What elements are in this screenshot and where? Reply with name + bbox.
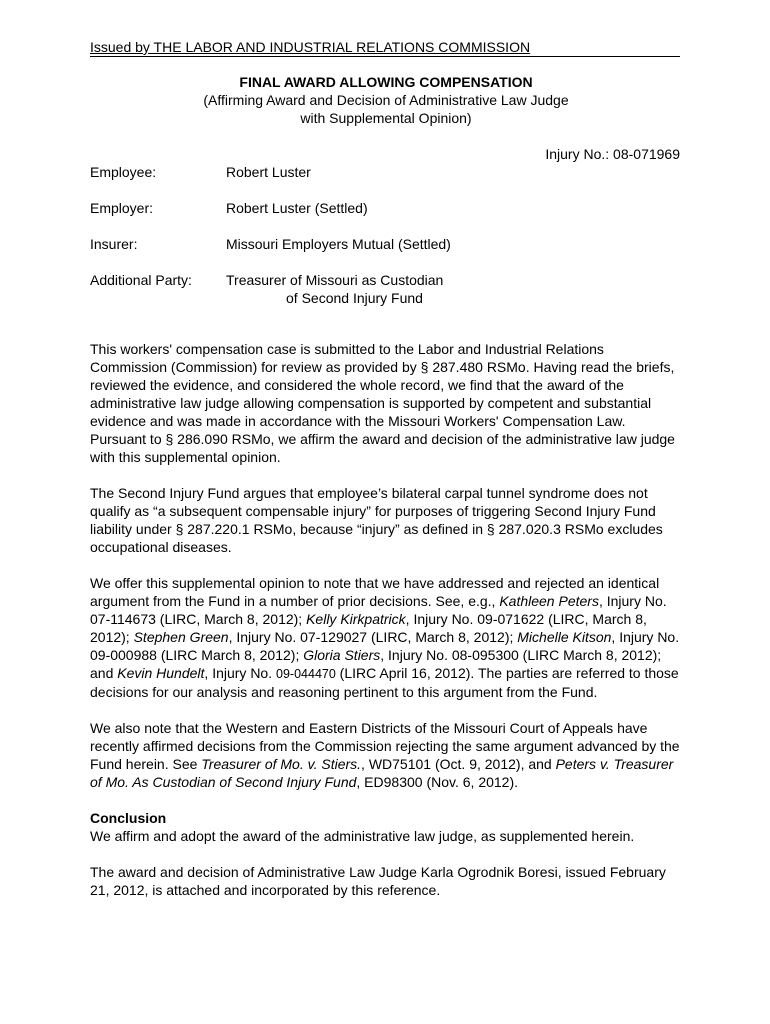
- conclusion-heading: Conclusion: [90, 810, 167, 826]
- text-run: , Injury No. 08-095300 (LIRC March 8, 2012); and: [90, 647, 662, 681]
- issued-by-header: [90, 38, 680, 57]
- text-run: , Injury No. 07-129027 (LIRC, March 8, 2012);: [228, 629, 518, 645]
- paragraph-fund-argument: The Second Injury Fund argues that employee’s bilateral carpal tunnel syndrome does not qualify as “a subsequent compensable injury” for purposes of triggering Second Injury Fund liability under § 287.220.1 RSMo, because “injury” as defined in § 287.020.3 RSMo excludes occupational diseases.: [90, 485, 663, 555]
- party-value: Missouri Employers Mutual (Settled): [226, 236, 451, 252]
- award-title: FINAL AWARD ALLOWING COMPENSATION: [239, 74, 533, 90]
- party-label: Employee:: [90, 164, 157, 180]
- party-label: Additional Party:: [90, 272, 192, 288]
- award-title-block: [90, 73, 682, 127]
- conclusion-text: We affirm and adopt the award of the administrative law judge, as supplemented herein.: [90, 828, 635, 844]
- case-citation: Treasurer of Mo. v. Stiers.: [201, 756, 362, 772]
- text-run: , ED98300 (Nov. 6, 2012).: [356, 774, 519, 790]
- text-run: , Injury No. 09-000988 (LIRC March 8, 2012);: [90, 629, 680, 663]
- party-row-insurer: [90, 235, 682, 253]
- party-row-employer: [90, 199, 682, 217]
- party-label: Employer:: [90, 200, 154, 216]
- award-subtitle-line2: with Supplemental Opinion): [300, 110, 472, 126]
- case-citation: Gloria Stiers: [303, 647, 381, 663]
- parties-list: [90, 163, 682, 307]
- party-value: Robert Luster: [226, 164, 311, 180]
- party-row-employee: [90, 163, 682, 181]
- text-run: (LIRC April 16, 2012). The parties are referred to those decisions for our analysis and reasoning pertinent to this argument from the Fund.: [90, 665, 679, 700]
- party-value: Robert Luster (Settled): [226, 200, 368, 216]
- case-citation: Peters v. Treasurer of Mo. As Custodian of Second Injury Fund: [90, 756, 674, 790]
- party-value: [226, 271, 682, 307]
- text-run: We also note that the Western and Eastern Districts of the Missouri Court of Appeals have recently affirmed decisions from the Commission rejecting the same argument advanced by the Fund herein. See: [90, 720, 680, 772]
- issued-by-text: Issued by THE LABOR AND INDUSTRIAL RELATIONS COMMISSION: [90, 39, 531, 55]
- party-row-additional: [90, 271, 682, 307]
- text-run: , Injury No. 09-071622 (LIRC, March 8, 2012);: [90, 611, 647, 645]
- case-citation: Kelly Kirkpatrick: [306, 611, 406, 627]
- paragraph-court-of-appeals: [90, 719, 682, 791]
- text-run: , WD75101 (Oct. 9, 2012), and: [361, 756, 556, 772]
- party-label: Insurer:: [90, 236, 138, 252]
- paragraph-prior-decisions: [90, 574, 682, 701]
- injury-number: Injury No.: 08-071969: [545, 146, 680, 162]
- award-subtitle-line1: (Affirming Award and Decision of Administrative Law Judge: [203, 92, 569, 108]
- paragraph-review: This workers' compensation case is submitted to the Labor and Industrial Relations Commission (Commission) for review as provided by § 287.480 RSMo. Having read the briefs, reviewed the evidence, and considered the whole record, we find that the award of the administrative law judge allowing compensation is supported by competent and substantial evidence and was made in accordance with the Missouri Workers' Compensation Law. Pursuant to § 286.090 RSMo, we affirm the award and decision of the administrative law judge with this supplemental opinion.: [90, 341, 675, 465]
- case-citation: Stephen Green: [133, 629, 229, 645]
- document-page: [90, 38, 682, 899]
- case-citation: Michelle Kitson: [517, 629, 612, 645]
- party-value-line1: Treasurer of Missouri as Custodian: [226, 272, 444, 288]
- text-run: We offer this supplemental opinion to note that we have addressed and rejected an identical argument from the Fund in a number of prior decisions. See, e.g.,: [90, 575, 660, 609]
- case-citation: Kevin Hundelt: [117, 665, 205, 681]
- party-value-line2: of Second Injury Fund: [286, 290, 423, 306]
- text-run: , Injury No.: [204, 665, 277, 681]
- case-citation: Kathleen Peters: [499, 593, 599, 609]
- paragraph-attachment: The award and decision of Administrative Law Judge Karla Ogrodnik Boresi, issued February 21, 2012, is attached and incorporated by this reference.: [90, 864, 666, 898]
- injury-number-small: 09-044470: [276, 667, 336, 681]
- text-run: , Injury No. 07-114673 (LIRC, March 8, 2012);: [90, 593, 667, 627]
